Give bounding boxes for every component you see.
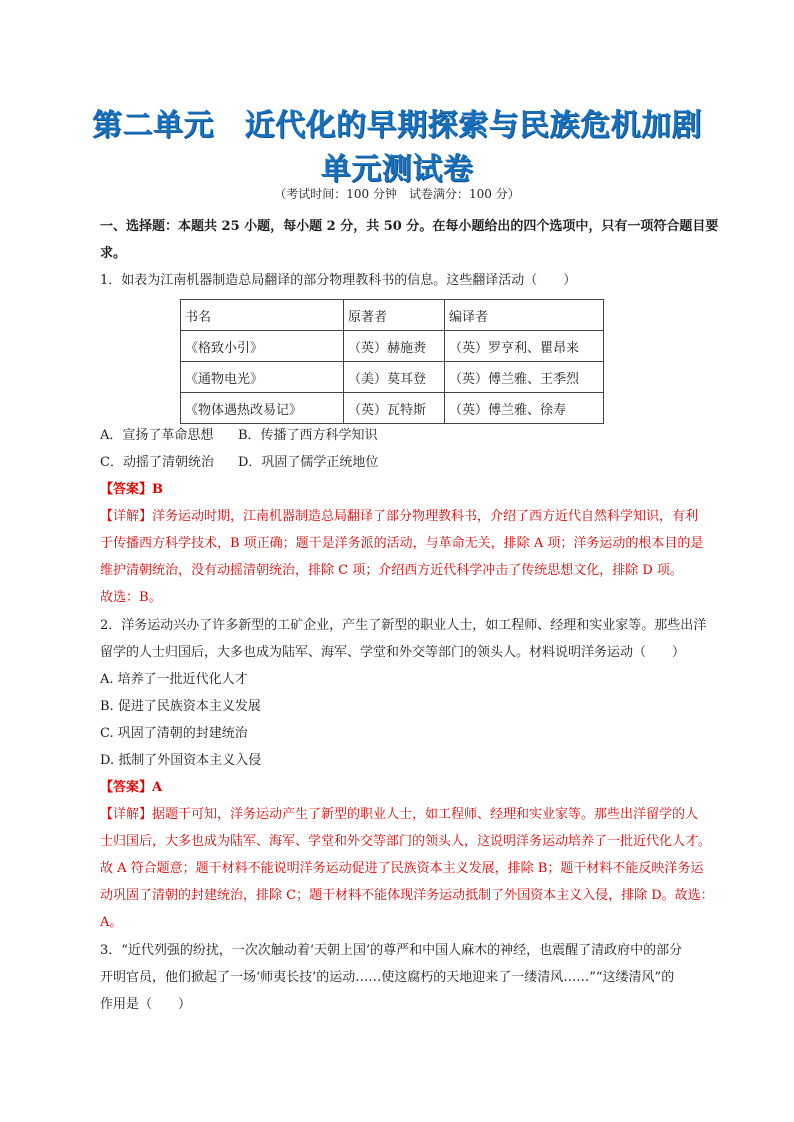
page-title: 第二单元 近代化的早期探索与民族危机加剧	[92, 108, 702, 143]
q3-stem-line: 开明官员，他们掀起了一场‘师夷长技’的运动……使这腐朽的天地迎来了一缕清风……”“这缕清风”的	[100, 970, 675, 985]
q1-option-a: A．宣扬了革命思想	[100, 428, 214, 443]
q2-option-a: A. 培养了一批近代化人才	[100, 672, 248, 687]
table-cell: （英）傅兰雅、徐寿	[445, 393, 604, 424]
table-cell: （英）赫施赉	[344, 331, 445, 362]
table-header-cell: 书名	[181, 300, 344, 331]
q2-option-b: B. 促进了民族资本主义发展	[100, 699, 261, 714]
q1-explanation-line: 维护清朝统治，没有动摇清朝统治，排除 C 项；介绍西方近代科学冲击了传统思想文化，排除 D 项。	[100, 563, 683, 578]
table-cell: （英）罗亨利、瞿昂来	[445, 331, 604, 362]
table-cell: （美）莫耳登	[344, 362, 445, 393]
section-heading: 一、选择题：本题共 25 小题，每小题 2 分，共 50 分。在每小题给出的四个选项中，只有一项符合题目要	[100, 219, 719, 234]
q1-stem: 1．如表为江南机器制造总局翻译的部分物理教科书的信息。这些翻译活动（ ）	[100, 273, 577, 288]
table-header-cell: 编译者	[445, 300, 604, 331]
q2-explanation-line: 士归国后，大多也成为陆军、海军、学堂和外交等部门的领头人，这说明洋务运动培养了一批近代化人才。	[100, 834, 712, 849]
q2-option-d: D. 抵制了外国资本主义入侵	[100, 753, 262, 768]
q3-stem-line: 作用是（ ）	[100, 997, 192, 1012]
q2-explanation-line: 【详解】据题干可知，洋务运动产生了新型的职业人士，如工程师、经理和实业家等。那些出洋留学的人	[100, 807, 699, 822]
q1-answer: 【答案】B	[100, 482, 163, 497]
q2-explanation-line: 故 A 符合题意；题干材料不能说明洋务运动促进了民族资本主义发展，排除 B；题干材料不能反映洋务运	[100, 861, 704, 876]
q1-explanation-line: 【详解】洋务运动时期，江南机器制造总局翻译了部分物理教科书，介绍了西方近代自然科学知识，有利	[100, 509, 699, 524]
table-cell: 《物体遇热改易记》	[181, 393, 344, 424]
page-title-line2: 单元测试卷	[320, 152, 474, 187]
q2-option-c: C. 巩固了清朝的封建统治	[100, 726, 248, 741]
q1-option-c: C．动摇了清朝统治	[100, 455, 214, 470]
q2-explanation-line: A。	[100, 915, 123, 930]
exam-info: （考试时间：100 分钟 试卷满分：100 分）	[274, 187, 520, 201]
table-header-cell: 原著者	[344, 300, 445, 331]
q2-stem-line: 2．洋务运动兴办了许多新型的工矿企业，产生了新型的职业人士，如工程师、经理和实业家等。那些出洋	[100, 618, 707, 633]
q1-book-table	[180, 299, 604, 424]
q1-option-d: D．巩固了儒学正统地位	[238, 455, 379, 470]
q1-explanation-line: 故选：B。	[100, 590, 162, 605]
q3-stem-line: 3．“近代列强的纷扰，一次次触动着‘天朝上国’的尊严和中国人麻木的神经，也震醒了清政府中的部分	[100, 943, 683, 958]
q2-answer: 【答案】A	[100, 780, 163, 795]
q2-explanation-line: 动巩固了清朝的封建统治，排除 C；题干材料不能体现洋务运动抵制了外国资本主义入侵，排除 D。故选：	[100, 888, 714, 903]
q1-explanation-line: 于传播西方科学技术，B 项正确；题干是洋务派的活动，与革命无关，排除 A 项；洋务运动的根本目的是	[100, 536, 704, 551]
table-row	[181, 331, 604, 362]
table-cell: （英）瓦特斯	[344, 393, 445, 424]
table-cell: 《通物电光》	[181, 362, 344, 393]
table-row	[181, 393, 604, 424]
section-heading-cont: 求。	[100, 246, 127, 261]
table-cell: （英）傅兰雅、王季烈	[445, 362, 604, 393]
table-cell: 《格致小引》	[181, 331, 344, 362]
q1-option-b: B．传播了西方科学知识	[238, 428, 378, 443]
q2-stem-line: 留学的人士归国后，大多也成为陆军、海军、学堂和外交等部门的领头人。材料说明洋务运动（ ）	[100, 645, 686, 660]
table-row	[181, 362, 604, 393]
table-header-row	[181, 300, 604, 331]
